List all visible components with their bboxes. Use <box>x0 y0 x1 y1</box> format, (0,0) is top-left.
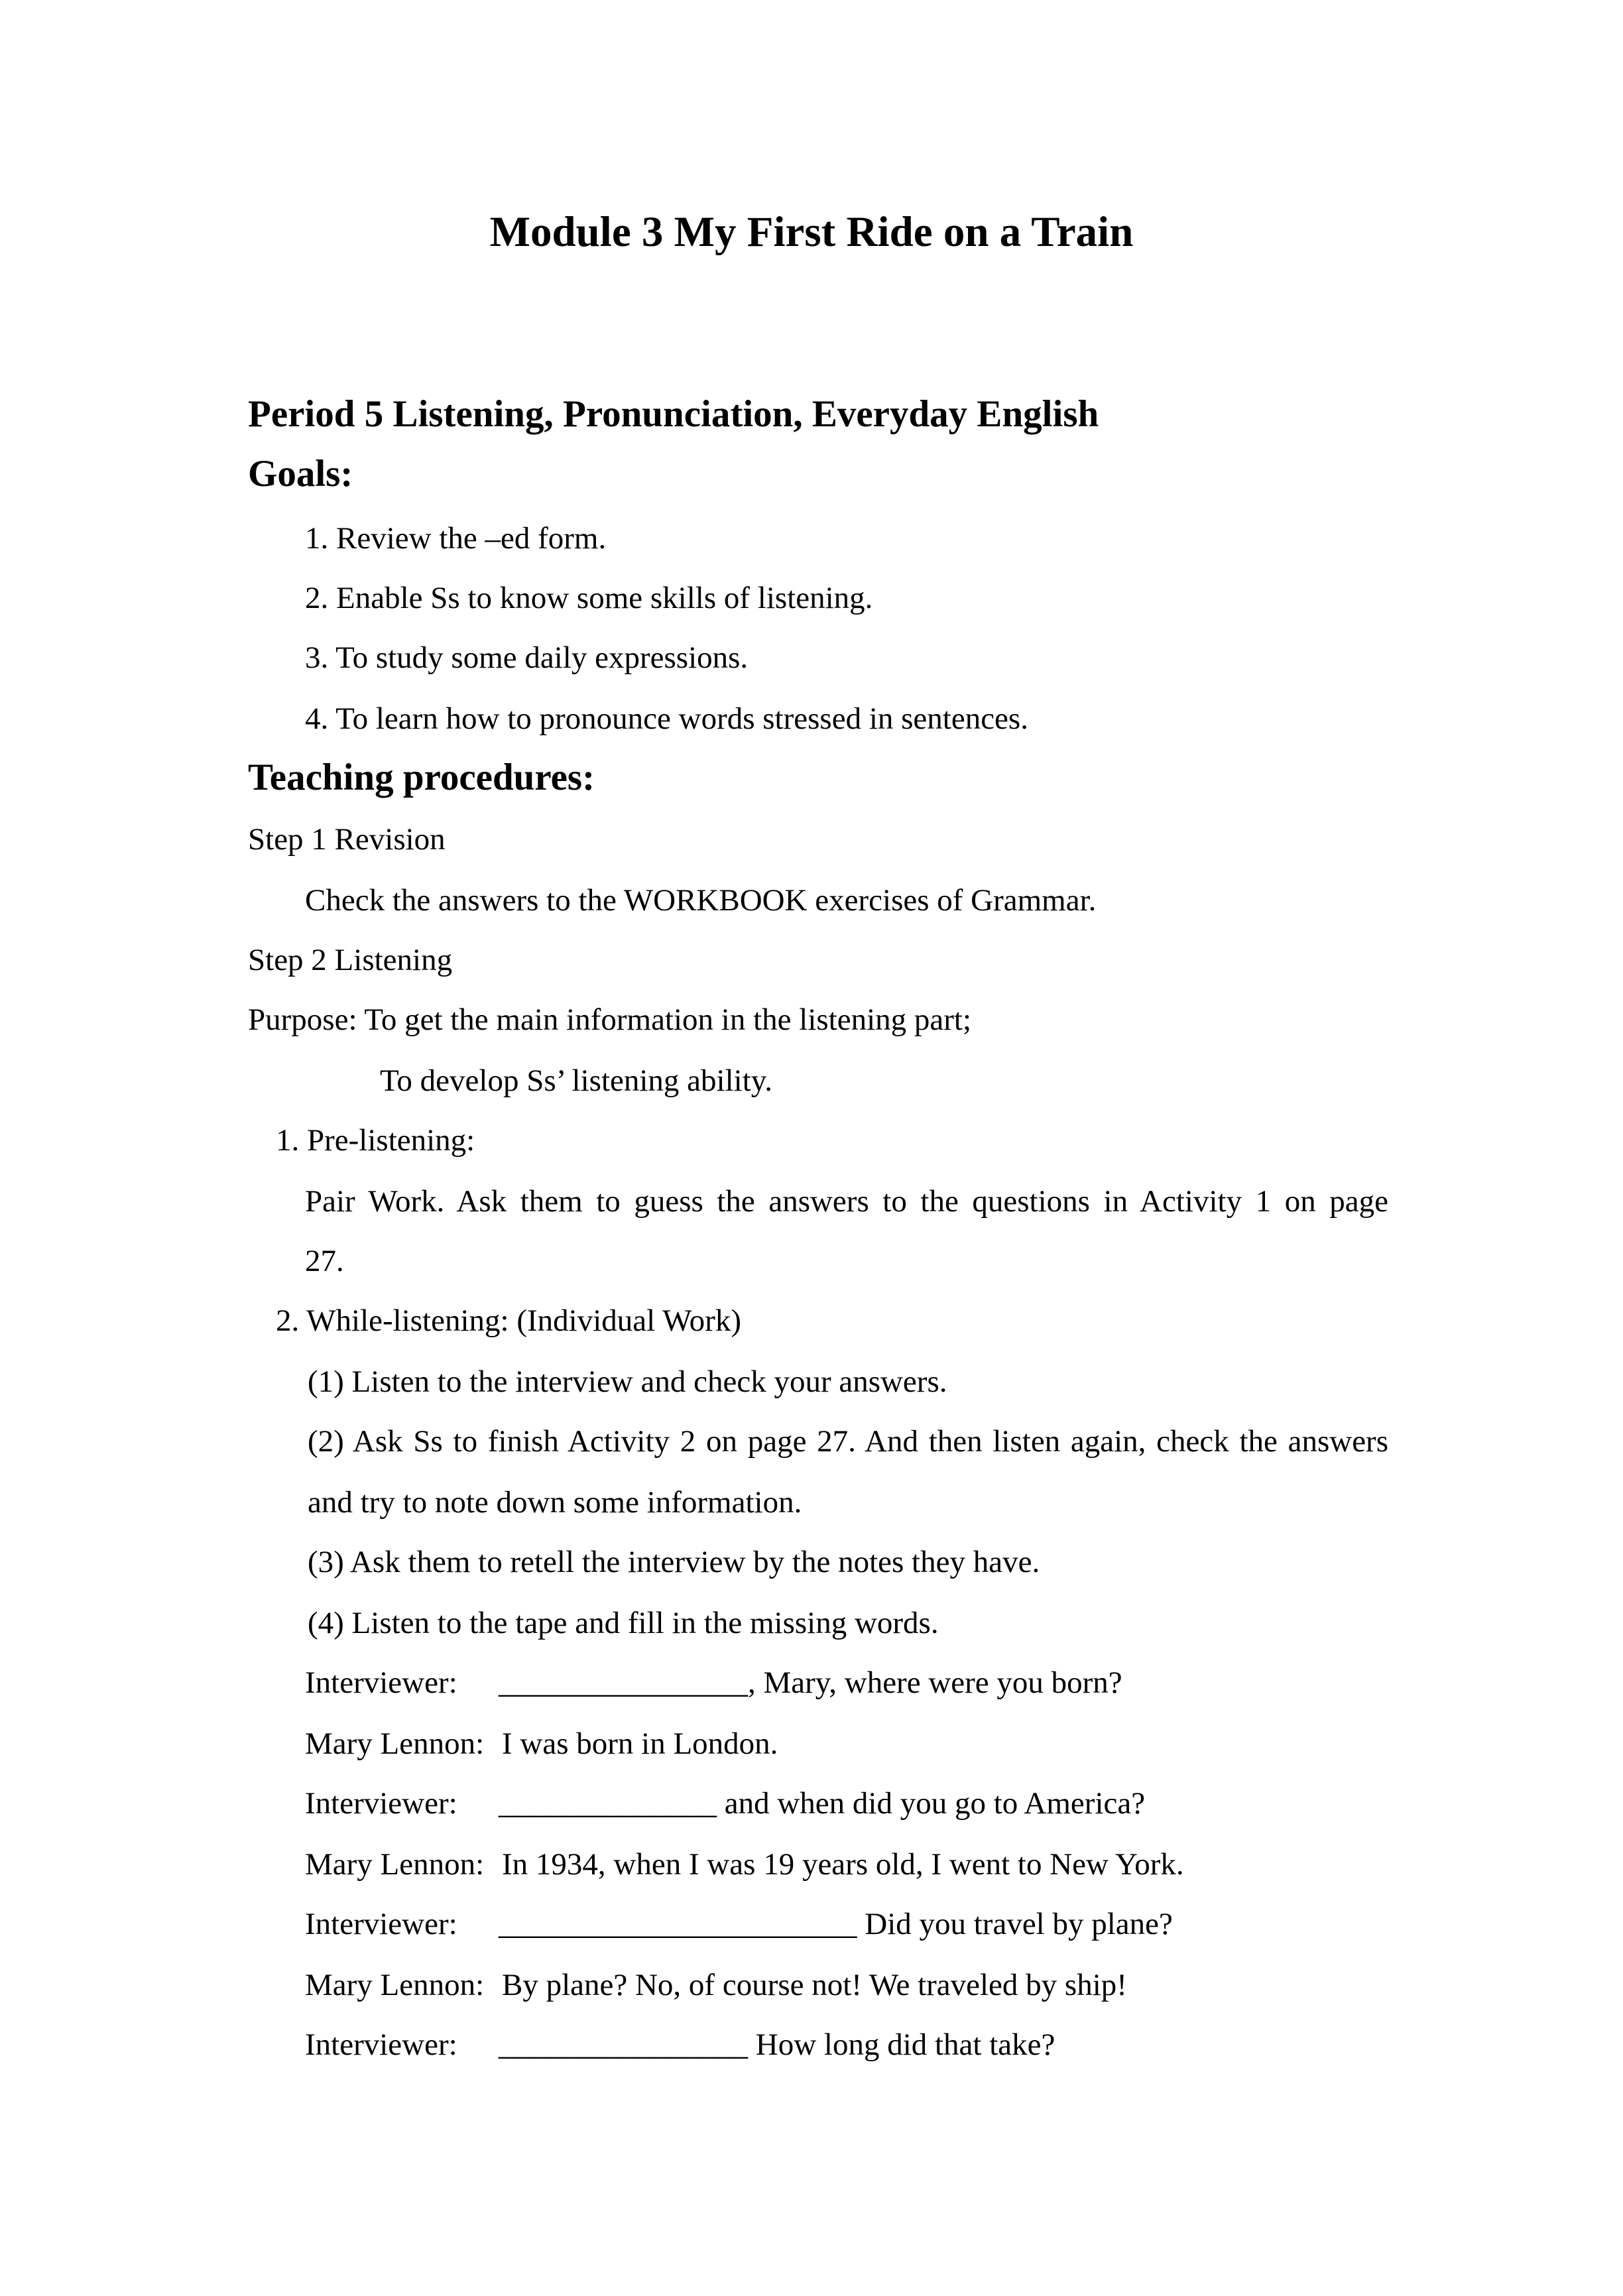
dialogue-line: By plane? No, of course not! We traveled by ship! <box>502 1968 1127 2002</box>
pre-listening-text: Pair Work. Ask them to guess the answers to the questions in Activity 1 on page <box>305 1184 1388 1219</box>
goal-item: 3. To study some daily expressions. <box>305 640 749 675</box>
dialogue-line: ______________ and when did you go to America? <box>499 1786 1146 1821</box>
dialogue-speaker: Mary Lennon: <box>305 1726 485 1761</box>
dialogue-speaker: Mary Lennon: <box>305 1847 485 1882</box>
dialogue-speaker: Interviewer: <box>305 1665 457 1700</box>
dialogue-line: I was born in London. <box>502 1726 778 1761</box>
while-listening-item: (4) Listen to the tape and fill in the missing words. <box>308 1606 939 1640</box>
while-listening-title: 2. While-listening: (Individual Work) <box>276 1303 741 1338</box>
step2-purpose-continued: To develop Ss’ listening ability. <box>380 1063 772 1098</box>
step1-text: Check the answers to the WORKBOOK exercises of Grammar. <box>305 883 1097 918</box>
goal-item: 4. To learn how to pronounce words stressed in sentences. <box>305 701 1028 736</box>
fill-in-blank[interactable]: ________________ <box>499 2027 748 2062</box>
dialogue-line: ________________ How long did that take? <box>499 2027 1055 2062</box>
dialogue-speaker: Mary Lennon: <box>305 1968 485 2002</box>
fill-in-blank[interactable]: ______________ <box>499 1786 717 1821</box>
goal-item: 1. Review the –ed form. <box>305 521 607 556</box>
dialogue-line: In 1934, when I was 19 years old, I went to New York. <box>502 1847 1184 1882</box>
pre-listening-text-continued: 27. <box>305 1244 344 1278</box>
procedures-heading: Teaching procedures: <box>248 756 595 798</box>
fill-in-blank[interactable]: _______________________ <box>499 1907 857 1941</box>
goal-item: 2. Enable Ss to know some skills of listening. <box>305 581 873 615</box>
while-listening-item: (1) Listen to the interview and check your answers. <box>308 1364 947 1399</box>
dialogue-speaker: Interviewer: <box>305 1907 457 1941</box>
dialogue-line: _______________________ Did you travel by plane? <box>499 1907 1173 1941</box>
dialogue-line: ________________, Mary, where were you born? <box>499 1665 1122 1700</box>
while-listening-item: (2) Ask Ss to finish Activity 2 on page 27. And then listen again, check the answers <box>308 1424 1388 1459</box>
while-listening-item-continued: and try to note down some information. <box>308 1485 802 1520</box>
step2-title: Step 2 Listening <box>248 943 453 977</box>
while-listening-item: (3) Ask them to retell the interview by the notes they have. <box>308 1545 1040 1579</box>
dialogue-speaker: Interviewer: <box>305 1786 457 1821</box>
step2-purpose: Purpose: To get the main information in the listening part; <box>248 1002 972 1037</box>
pre-listening-title: 1. Pre-listening: <box>276 1123 475 1158</box>
goals-heading: Goals: <box>248 453 353 495</box>
step1-title: Step 1 Revision <box>248 822 446 857</box>
dialogue-speaker: Interviewer: <box>305 2027 457 2062</box>
fill-in-blank[interactable]: ________________ <box>499 1665 748 1700</box>
page-title: Module 3 My First Ride on a Train <box>489 208 1134 256</box>
period-heading: Period 5 Listening, Pronunciation, Everyday English <box>248 393 1099 435</box>
